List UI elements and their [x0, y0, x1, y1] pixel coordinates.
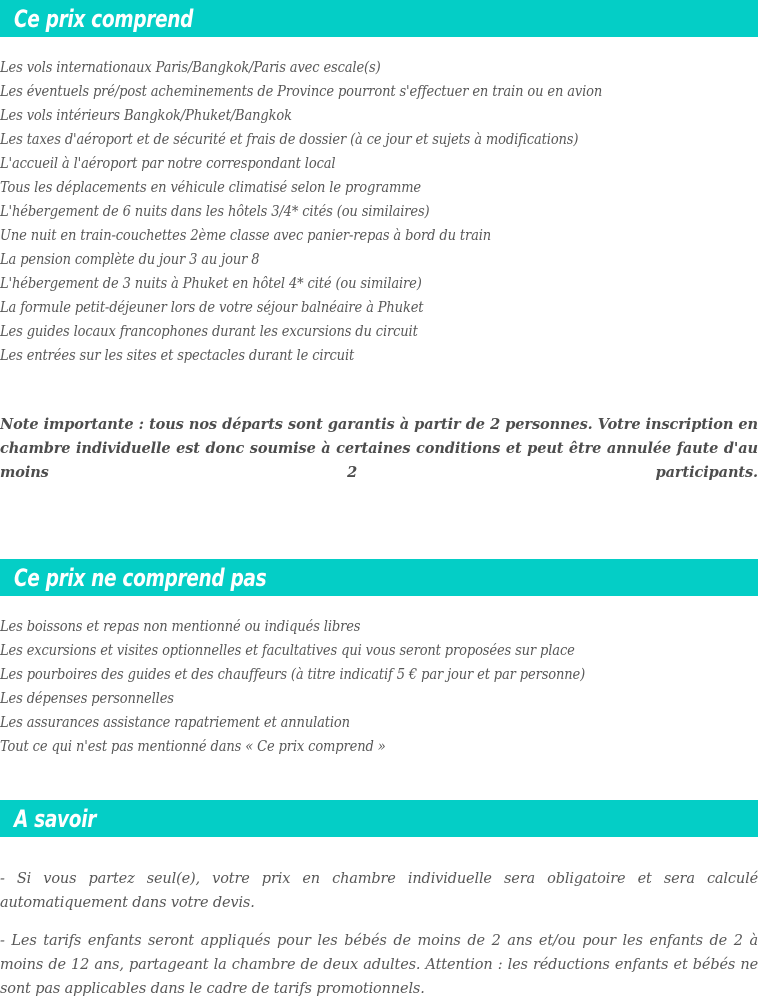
section-title: Ce prix comprend	[14, 4, 194, 33]
list-item: Les vols intérieurs Bangkok/Phuket/Bangkok	[0, 108, 292, 124]
a-savoir-paragraph: - Les tarifs enfants seront appliqués pour les bébés de moins de 2 ans et/ou pour les enfants de 2 à moins de 12 ans, partageant la chambre de deux adultes. Attention : les réductions enfants et bébés ne sont pas applicables dans le cadre de tarifs promotionnels.	[0, 933, 758, 997]
spacer	[0, 596, 758, 615]
list-item: Les boissons et repas non mentionné ou indiqués libres	[0, 619, 361, 635]
spacer	[0, 759, 758, 800]
section-title: Ce prix ne comprend pas	[14, 563, 267, 592]
list-item: Une nuit en train-couchettes 2ème classe avec panier-repas à bord du train	[0, 228, 492, 244]
list-item: Les excursions et visites optionnelles et facultatives qui vous seront proposées sur place	[0, 643, 575, 659]
list-item: L'hébergement de 6 nuits dans les hôtels 3/4* cités (ou similaires)	[0, 204, 430, 220]
list-item: Les assurances assistance rapatriement et annulation	[0, 715, 350, 731]
list-item: Tous les déplacements en véhicule climatisé selon le programme	[0, 180, 422, 196]
list-item: Les entrées sur les sites et spectacles durant le circuit	[0, 348, 355, 364]
list-item: Les taxes d'aéroport et de sécurité et frais de dossier (à ce jour et sujets à modifications)	[0, 132, 579, 148]
a-savoir-paragraph: - Si vous partez seul(e), votre prix en chambre individuelle sera obligatoire et sera calculé automatiquement dans votre devis.	[0, 870, 758, 911]
excluded-items-list	[0, 615, 758, 759]
list-item: L'accueil à l'aéroport par notre correspondant local	[0, 156, 336, 172]
spacer	[0, 37, 758, 56]
section-title: A savoir	[14, 804, 97, 833]
section-header-ce-prix-comprend	[0, 0, 758, 37]
spacer	[0, 837, 758, 852]
section-header-ce-prix-ne-comprend-pas	[0, 559, 758, 596]
list-item: Les pourboires des guides et des chauffeurs (à titre indicatif 5 € par jour et par personne)	[0, 667, 586, 683]
list-item: Les vols internationaux Paris/Bangkok/Paris avec escale(s)	[0, 60, 381, 76]
list-item: Les guides locaux francophones durant les excursions du circuit	[0, 324, 418, 340]
list-item: Les éventuels pré/post acheminements de Province pourront s'effectuer en train ou en avion	[0, 84, 603, 100]
list-item: Les dépenses personnelles	[0, 691, 174, 707]
important-note: Note importante : tous nos départs sont garantis à partir de 2 personnes. Votre inscription en chambre individuelle est donc soumise à certaines conditions et peut être annulée faute d'au moins 2 participants.	[0, 415, 758, 481]
spacer	[0, 523, 758, 559]
list-item: La formule petit-déjeuner lors de votre séjour balnéaire à Phuket	[0, 300, 424, 316]
list-item: L'hébergement de 3 nuits à Phuket en hôtel 4* cité (ou similaire)	[0, 276, 422, 292]
list-item: La pension complète du jour 3 au jour 8	[0, 252, 260, 268]
section-header-a-savoir	[0, 800, 758, 837]
spacer	[0, 368, 758, 398]
included-items-list	[0, 56, 758, 368]
list-item: Tout ce qui n'est pas mentionné dans « Ce prix comprend »	[0, 739, 386, 755]
